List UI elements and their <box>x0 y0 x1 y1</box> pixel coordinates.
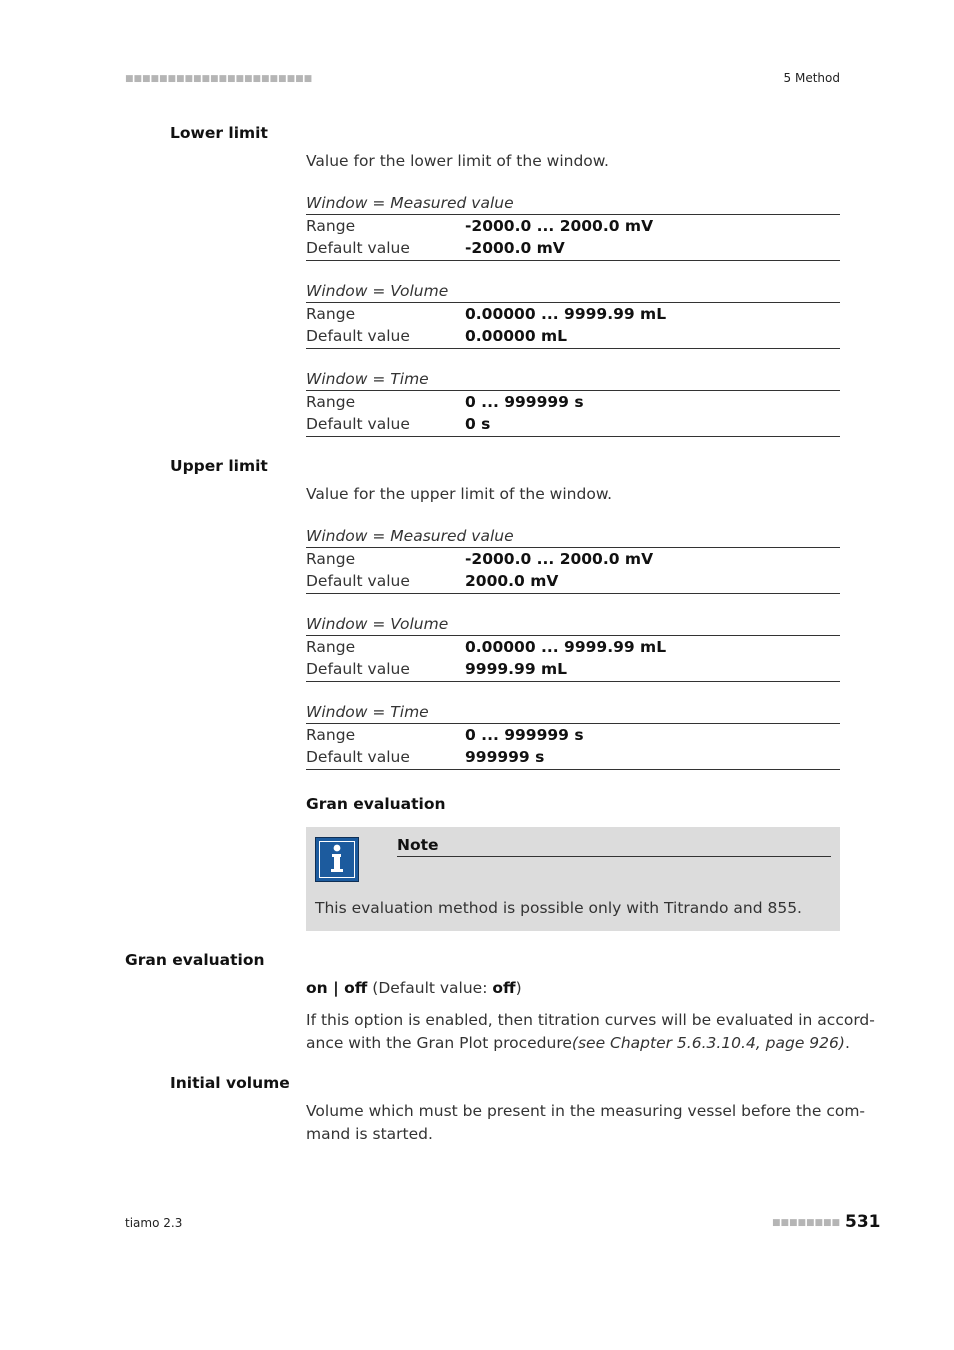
initial-volume-text <box>306 1100 865 1146</box>
row-value: 999999 s <box>465 748 545 766</box>
row-label: Default value <box>306 239 410 257</box>
table-rule <box>306 436 840 437</box>
upper-limit-title: Upper limit <box>170 457 268 475</box>
row-label: Default value <box>306 748 410 766</box>
upper-limit-table-measured <box>306 525 840 594</box>
footer-product: tiamo 2.3 <box>125 1216 183 1230</box>
row-label: Range <box>306 393 356 411</box>
table-row <box>306 724 840 746</box>
table-rule <box>306 260 840 261</box>
table-row <box>306 325 840 347</box>
table-row <box>306 303 840 325</box>
table-row <box>306 746 840 768</box>
table-row <box>306 413 840 435</box>
row-value: -2000.0 mV <box>465 239 565 257</box>
note-title: Note <box>397 836 831 857</box>
table-caption: Window = Volume <box>306 280 840 303</box>
table-rule <box>306 593 840 594</box>
table-rule <box>306 348 840 349</box>
row-value: 0.00000 ... 9999.99 mL <box>465 638 667 656</box>
gran-evaluation-title: Gran evaluation <box>125 951 265 969</box>
text-fragment: ance with the Gran Plot procedure <box>306 1034 572 1052</box>
table-caption: Window = Measured value <box>306 525 840 548</box>
header-chapter: 5 Method <box>783 71 840 85</box>
text-line: Volume which must be present in the measuring vessel before the com- <box>306 1102 866 1120</box>
text-fragment: . <box>844 1034 850 1052</box>
row-label: Range <box>306 217 356 235</box>
gran-evaluation-options <box>306 977 522 1000</box>
row-label: Default value <box>306 327 410 345</box>
table-row <box>306 636 840 658</box>
table-caption: Window = Time <box>306 368 840 391</box>
row-label: Range <box>306 550 356 568</box>
text-line <box>306 1032 875 1055</box>
row-value: 0 s <box>465 415 491 433</box>
lower-limit-table-time <box>306 368 840 437</box>
row-label: Range <box>306 726 356 744</box>
gran-section-heading: Gran evaluation <box>306 795 446 813</box>
row-value: 0.00000 mL <box>465 327 568 345</box>
text-line: If this option is enabled, then titration curves will be evaluated in accord- <box>306 1011 875 1029</box>
default-value: off <box>492 979 516 997</box>
lower-limit-title: Lower limit <box>170 124 268 142</box>
table-row <box>306 658 840 680</box>
row-label: Default value <box>306 572 410 590</box>
table-row <box>306 391 840 413</box>
table-row <box>306 570 840 592</box>
note-text: This evaluation method is possible only with Titrando and 855. <box>315 899 802 917</box>
text-line: mand is started. <box>306 1125 433 1143</box>
options-values: on | off <box>306 979 368 997</box>
table-caption: Window = Time <box>306 701 840 724</box>
default-suffix: ) <box>515 979 522 997</box>
lower-limit-table-volume <box>306 280 840 349</box>
upper-limit-description: Value for the upper limit of the window. <box>306 485 612 503</box>
page-number: 531 <box>845 1212 881 1232</box>
default-prefix: (Default value: <box>367 979 493 997</box>
row-value: 0.00000 ... 9999.99 mL <box>465 305 667 323</box>
info-icon <box>315 837 359 882</box>
row-value: 0 ... 999999 s <box>465 393 584 411</box>
footer-dots: ■■■■■■■■ <box>772 1218 841 1228</box>
table-row <box>306 237 840 259</box>
row-value: -2000.0 ... 2000.0 mV <box>465 550 654 568</box>
chapter-reference-link[interactable]: (see Chapter 5.6.3.10.4, page 926) <box>571 1034 845 1052</box>
table-rule <box>306 769 840 770</box>
header-dots: ■■■■■■■■■■■■■■■■■■■■■■ <box>125 74 313 84</box>
row-label: Default value <box>306 415 410 433</box>
row-label: Default value <box>306 660 410 678</box>
table-caption: Window = Measured value <box>306 192 840 215</box>
row-label: Range <box>306 638 356 656</box>
table-rule <box>306 681 840 682</box>
row-value: 2000.0 mV <box>465 572 559 590</box>
note-box <box>306 827 840 931</box>
upper-limit-table-time <box>306 701 840 770</box>
gran-evaluation-text <box>306 1009 875 1055</box>
row-value: 9999.99 mL <box>465 660 568 678</box>
row-value: 0 ... 999999 s <box>465 726 584 744</box>
table-caption: Window = Volume <box>306 613 840 636</box>
row-value: -2000.0 ... 2000.0 mV <box>465 217 654 235</box>
table-row <box>306 215 840 237</box>
lower-limit-table-measured <box>306 192 840 261</box>
table-row <box>306 548 840 570</box>
initial-volume-title: Initial volume <box>170 1074 290 1092</box>
row-label: Range <box>306 305 356 323</box>
lower-limit-description: Value for the lower limit of the window. <box>306 152 609 170</box>
upper-limit-table-volume <box>306 613 840 682</box>
